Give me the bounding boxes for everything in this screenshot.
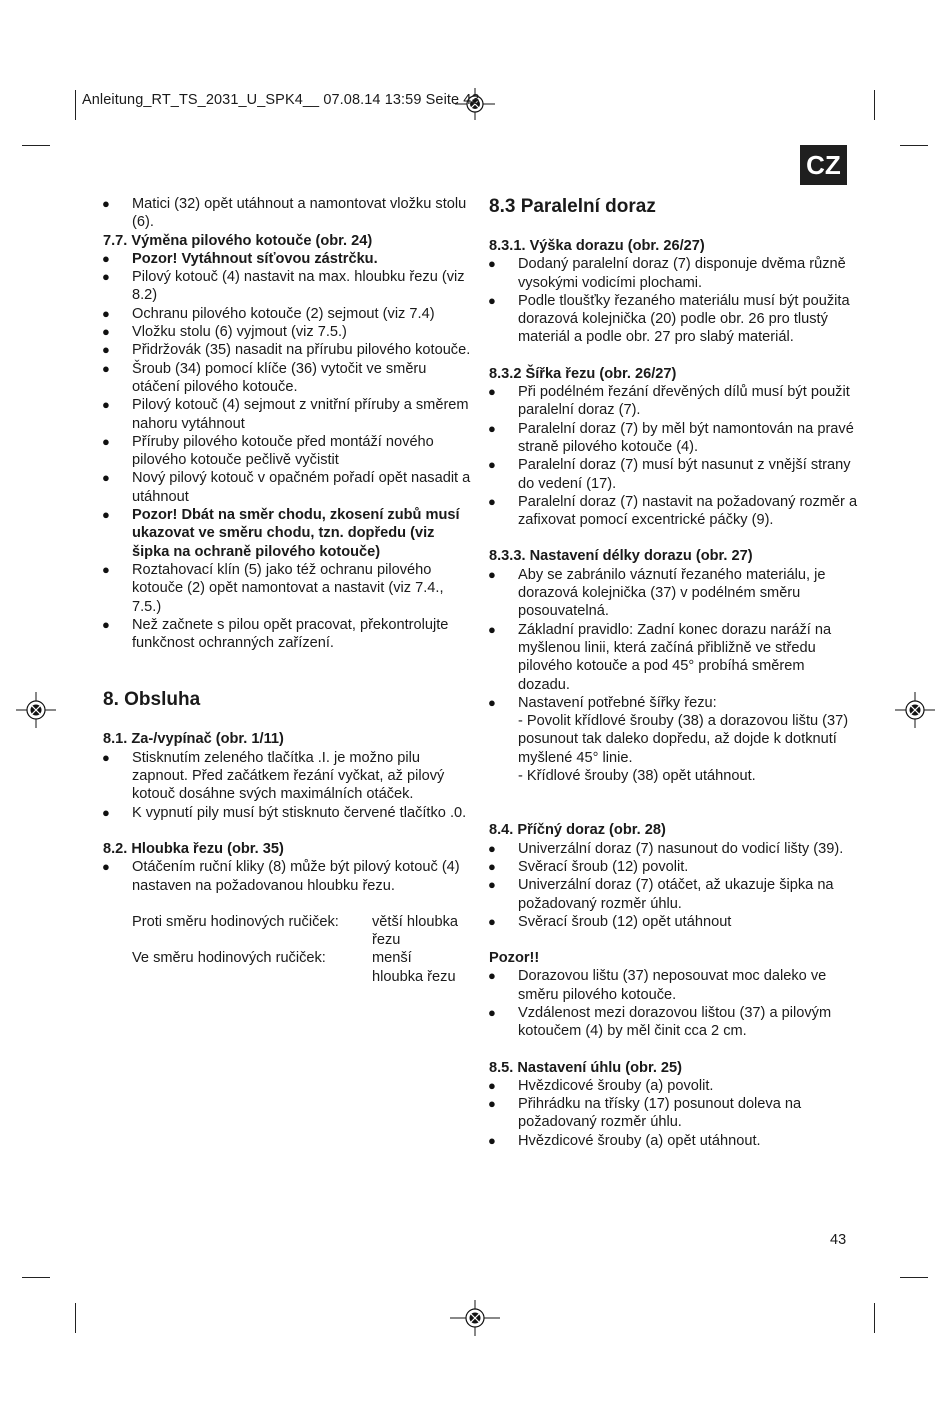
- list-item: ● Než začnete s pilou opět pracovat, překontrolujte funkčnost ochranných zařízení.: [103, 616, 473, 653]
- list-item: ● Pilový kotouč (4) nastavit na max. hloubku řezu (viz 8.2): [103, 268, 473, 305]
- list-item: ● Pilový kotouč (4) sejmout z vnitřní příruby a směrem nahoru vytáhnout: [103, 396, 473, 433]
- page-number: 43: [830, 1232, 847, 1248]
- warning-item: ● Pozor! Dbát na směr chodu, zkosení zubů musí ukazovat ve směru chodu, tzn. dopředu (viz šipka na ochraně pilového kotouče): [103, 506, 473, 561]
- list-item: [489, 694, 859, 785]
- crop-mark: [22, 1277, 50, 1278]
- list-item: ● Univerzální doraz (7) otáčet, až ukazuje šipka na požadovaný rozměr úhlu.: [489, 876, 859, 913]
- section-heading-8-4: 8.4. Příčný doraz (obr. 28): [489, 822, 666, 839]
- list-item: ● Paralelní doraz (7) musí být nasunut z vnější strany do vedení (17).: [489, 456, 859, 493]
- list-item: ● Podle tloušťky řezaného materiálu musí být použita dorazová kolejnička (20) podle obr. 26 pro tlustý materiál a podle obr. 27 pro slabý materiál.: [489, 292, 859, 347]
- section-heading-8: 8. Obsluha: [103, 689, 201, 711]
- list-item: ● Matici (32) opět utáhnout a namontovat vložku stolu (6).: [103, 195, 473, 232]
- section-heading-8-3-3: 8.3.3. Nastavení délky dorazu (obr. 27): [489, 548, 753, 565]
- warning-item: ● Pozor! Vytáhnout síťovou zástrčku.: [103, 250, 473, 268]
- depth-table-row: [103, 913, 473, 950]
- list-item: ● Při podélném řezání dřevěných dílů musí být použit paralelní doraz (7).: [489, 383, 859, 420]
- depth-result-value: menší hloubka řezu: [372, 950, 456, 985]
- list-item-substep: - Křídlové šrouby (38) opět utáhnout.: [518, 768, 756, 785]
- depth-direction-label: Ve směru hodinových ručiček:: [132, 950, 326, 967]
- list-item: ● Nový pilový kotouč v opačném pořadí opět nasadit a utáhnout: [103, 469, 473, 506]
- crop-mark: [75, 90, 76, 120]
- section-heading-8-3-1: 8.3.1. Výška dorazu (obr. 26/27): [489, 238, 705, 254]
- list-item-text: ● Nastavení potřebné šířky řezu:: [518, 694, 717, 711]
- registration-mark-icon: [16, 690, 56, 730]
- list-item: ● Dodaný paralelní doraz (7) disponuje dvěma různě vysokými vodicími plochami.: [489, 255, 859, 292]
- depth-table-row: [103, 949, 473, 986]
- right-column: [489, 195, 859, 1150]
- list-item: ● Dorazovou lištu (37) neposouvat moc daleko ve směru pilového kotouče.: [489, 967, 859, 1004]
- registration-mark-icon: [895, 690, 935, 730]
- list-item: ● Vložku stolu (6) vyjmout (viz 7.5.): [103, 323, 473, 341]
- print-header: Anleitung_RT_TS_2031_U_SPK4__ 07.08.14 13:59 Seite 43: [82, 92, 480, 108]
- registration-mark-icon: [450, 1298, 500, 1338]
- list-item: ● Roztahovací klín (5) jako též ochranu pilového kotouče (2) opět namontovat a nastavit (viz 7.4., 7.5.): [103, 561, 473, 616]
- crop-mark: [900, 145, 928, 146]
- crop-mark: [874, 1303, 875, 1333]
- list-item: ● Přidržovák (35) nasadit na přírubu pilového kotouče.: [103, 341, 473, 359]
- list-item: ● Vzdálenost mezi dorazovou lištou (37) a pilovým kotoučem (4) by měl činit cca 2 cm.: [489, 1004, 859, 1041]
- list-item: ● Šroub (34) pomocí klíče (36) vytočit ve směru otáčení pilového kotouče.: [103, 360, 473, 397]
- list-item: ● Otáčením ruční kliky (8) může být pilový kotouč (4) nastaven na požadovanou hloubku řezu.: [103, 858, 473, 895]
- crop-mark: [900, 1277, 928, 1278]
- list-item: ● Základní pravidlo: Zadní konec dorazu naráží na myšlenou linii, která začíná přibližně ve středu pilového kotouče a pod 45° probíhá směrem dozadu.: [489, 621, 859, 694]
- list-item: ● Univerzální doraz (7) nasunout do vodicí lišty (39).: [489, 840, 859, 858]
- list-item: ● K vypnutí pily musí být stisknuto červené tlačítko .0.: [103, 804, 473, 822]
- crop-mark: [22, 145, 50, 146]
- list-item: ● Paralelní doraz (7) nastavit na požadovaný rozměr a zafixovat pomocí excentrické páčky (9).: [489, 493, 859, 530]
- depth-direction-label: Proti směru hodinových ručiček:: [132, 913, 339, 930]
- section-heading-7-7: 7.7. Výměna pilového kotouče (obr. 24): [103, 232, 373, 249]
- list-item: ● Příruby pilového kotouče před montáží nového pilového kotouče pečlivě vyčistit: [103, 433, 473, 470]
- list-item: ● Svěrací šroub (12) povolit.: [489, 858, 859, 876]
- list-item-substep: - Povolit křídlové šrouby (38) a dorazovou lištu (37) posunout tak daleko dopředu, až dojde k dotknutí myšlené 45° linie.: [518, 713, 849, 766]
- depth-result-value: větší hloubka řezu: [372, 913, 458, 949]
- section-heading-8-5: 8.5. Nastavení úhlu (obr. 25): [489, 1059, 683, 1076]
- section-heading-8-3: 8.3 Paralelní doraz: [489, 196, 656, 217]
- language-badge: CZ: [800, 145, 847, 185]
- list-item: ● Hvězdicové šrouby (a) opět utáhnout.: [489, 1132, 859, 1150]
- crop-mark: [874, 90, 875, 120]
- crop-mark: [75, 1303, 76, 1333]
- section-heading-8-3-2: 8.3.2 Šířka řezu (obr. 26/27): [489, 365, 677, 382]
- list-item: ● Svěrací šroub (12) opět utáhnout: [489, 913, 859, 931]
- warning-heading: Pozor!!: [489, 950, 540, 967]
- left-column: [103, 195, 473, 986]
- section-heading-8-2: 8.2. Hloubka řezu (obr. 35): [103, 840, 284, 857]
- list-item: ● Stisknutím zeleného tlačítka .I. je možno pilu zapnout. Před začátkem řezání vyčkat, až pilový kotouč dosáhne svých maximálních otáček.: [103, 749, 473, 804]
- list-item: ● Hvězdicové šrouby (a) povolit.: [489, 1077, 859, 1095]
- list-item: ● Ochranu pilového kotouče (2) sejmout (viz 7.4): [103, 305, 473, 323]
- list-item: ● Přihrádku na třísky (17) posunout doleva na požadovaný rozměr úhlu.: [489, 1095, 859, 1132]
- list-item: ● Aby se zabránilo váznutí řezaného materiálu, je dorazová kolejnička (37) v podélném směru posouvatelná.: [489, 566, 859, 621]
- section-heading-8-1: 8.1. Za-/vypínač (obr. 1/11): [103, 731, 284, 748]
- list-item: ● Paralelní doraz (7) by měl být namontován na pravé straně pilového kotouče (4).: [489, 420, 859, 457]
